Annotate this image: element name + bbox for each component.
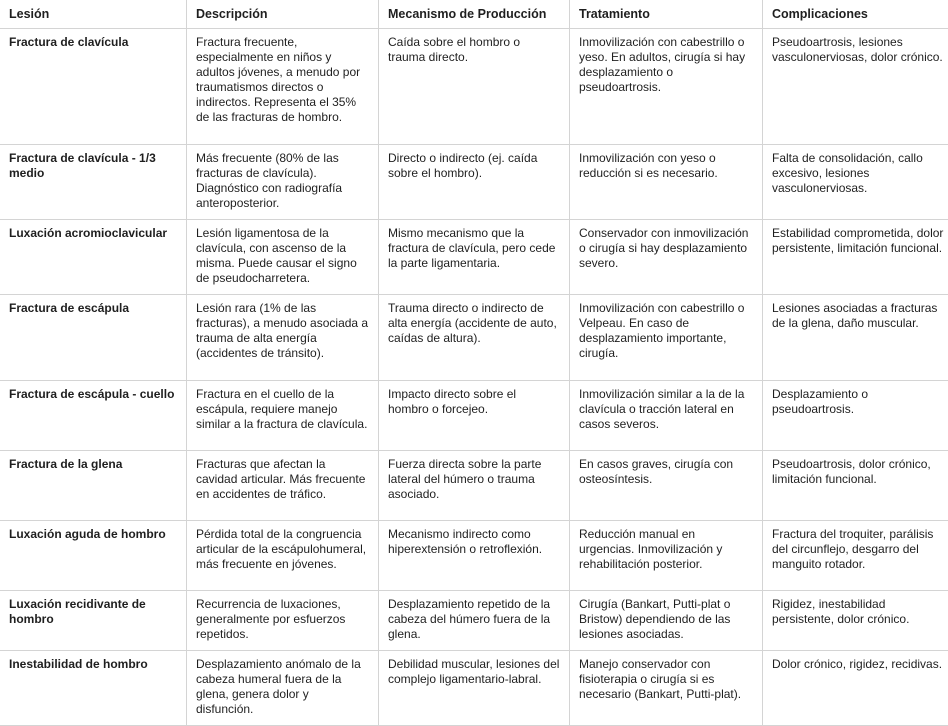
table-row bbox=[0, 451, 948, 521]
cell-mecanismo: Mismo mecanismo que la fractura de clavícula, pero cede la parte ligamentaria. bbox=[379, 220, 570, 295]
cell-lesion: Luxación recidivante de hombro bbox=[0, 591, 187, 651]
cell-descripcion: Más frecuente (80% de las fracturas de clavícula). Diagnóstico con radiografía anteroposterior. bbox=[187, 145, 379, 220]
cell-complicaciones: Estabilidad comprometida, dolor persistente, limitación funcional. bbox=[763, 220, 948, 295]
cell-mecanismo: Fuerza directa sobre la parte lateral del húmero o trauma asociado. bbox=[379, 451, 570, 521]
cell-descripcion: Lesión rara (1% de las fracturas), a menudo asociada a trauma de alta energía (accidentes de tránsito). bbox=[187, 295, 379, 381]
cell-complicaciones: Pseudoartrosis, lesiones vasculonerviosas, dolor crónico. bbox=[763, 29, 948, 145]
cell-descripcion: Fractura en el cuello de la escápula, requiere manejo similar a la fractura de clavícula. bbox=[187, 381, 379, 451]
header-tratamiento: Tratamiento bbox=[570, 0, 763, 29]
cell-mecanismo: Trauma directo o indirecto de alta energía (accidente de auto, caídas de altura). bbox=[379, 295, 570, 381]
cell-descripcion: Pérdida total de la congruencia articular de la escápulohumeral, más frecuente en jóvenes. bbox=[187, 521, 379, 591]
cell-tratamiento: Inmovilización con cabestrillo o Velpeau. En caso de desplazamiento importante, cirugía. bbox=[570, 295, 763, 381]
cell-tratamiento: Conservador con inmovilización o cirugía si hay desplazamiento severo. bbox=[570, 220, 763, 295]
table-row bbox=[0, 651, 948, 726]
cell-complicaciones: Falta de consolidación, callo excesivo, lesiones vasculonerviosas. bbox=[763, 145, 948, 220]
cell-lesion: Fractura de la glena bbox=[0, 451, 187, 521]
cell-descripcion: Fracturas que afectan la cavidad articular. Más frecuente en accidentes de tráfico. bbox=[187, 451, 379, 521]
cell-complicaciones: Fractura del troquiter, parálisis del circunflejo, desgarro del manguito rotador. bbox=[763, 521, 948, 591]
table-row bbox=[0, 29, 948, 145]
header-complicaciones: Complicaciones bbox=[763, 0, 948, 29]
cell-complicaciones: Desplazamiento o pseudoartrosis. bbox=[763, 381, 948, 451]
table-row bbox=[0, 220, 948, 295]
cell-mecanismo: Mecanismo indirecto como hiperextensión o retroflexión. bbox=[379, 521, 570, 591]
cell-lesion: Luxación aguda de hombro bbox=[0, 521, 187, 591]
table-header bbox=[0, 0, 948, 29]
cell-lesion: Fractura de escápula - cuello bbox=[0, 381, 187, 451]
cell-mecanismo: Debilidad muscular, lesiones del complejo ligamentario-labral. bbox=[379, 651, 570, 726]
table-row bbox=[0, 521, 948, 591]
cell-complicaciones: Pseudoartrosis, dolor crónico, limitación funcional. bbox=[763, 451, 948, 521]
table-row bbox=[0, 145, 948, 220]
cell-tratamiento: Inmovilización con cabestrillo o yeso. En adultos, cirugía si hay desplazamiento o pseudoartrosis. bbox=[570, 29, 763, 145]
cell-descripcion: Fractura frecuente, especialmente en niños y adultos jóvenes, a menudo por traumatismos directos o indirectos. Representa el 35% de las fracturas de hombro. bbox=[187, 29, 379, 145]
cell-lesion: Fractura de clavícula bbox=[0, 29, 187, 145]
cell-descripcion: Recurrencia de luxaciones, generalmente por esfuerzos repetidos. bbox=[187, 591, 379, 651]
header-row bbox=[0, 0, 948, 29]
table-row bbox=[0, 295, 948, 381]
cell-mecanismo: Impacto directo sobre el hombro o forcejeo. bbox=[379, 381, 570, 451]
cell-mecanismo: Directo o indirecto (ej. caída sobre el hombro). bbox=[379, 145, 570, 220]
cell-lesion: Luxación acromioclavicular bbox=[0, 220, 187, 295]
cell-tratamiento: Reducción manual en urgencias. Inmovilización y rehabilitación posterior. bbox=[570, 521, 763, 591]
header-descripcion: Descripción bbox=[187, 0, 379, 29]
header-lesion: Lesión bbox=[0, 0, 187, 29]
cell-tratamiento: En casos graves, cirugía con osteosíntesis. bbox=[570, 451, 763, 521]
header-mecanismo: Mecanismo de Producción bbox=[379, 0, 570, 29]
cell-tratamiento: Inmovilización similar a la de la clavícula o tracción lateral en casos severos. bbox=[570, 381, 763, 451]
cell-complicaciones: Lesiones asociadas a fracturas de la glena, daño muscular. bbox=[763, 295, 948, 381]
cell-tratamiento: Manejo conservador con fisioterapia o cirugía si es necesario (Bankart, Putti-plat). bbox=[570, 651, 763, 726]
cell-complicaciones: Rigidez, inestabilidad persistente, dolor crónico. bbox=[763, 591, 948, 651]
cell-mecanismo: Desplazamiento repetido de la cabeza del húmero fuera de la glena. bbox=[379, 591, 570, 651]
cell-lesion: Inestabilidad de hombro bbox=[0, 651, 187, 726]
cell-mecanismo: Caída sobre el hombro o trauma directo. bbox=[379, 29, 570, 145]
cell-lesion: Fractura de clavícula - 1/3 medio bbox=[0, 145, 187, 220]
table-row bbox=[0, 381, 948, 451]
cell-lesion: Fractura de escápula bbox=[0, 295, 187, 381]
cell-complicaciones: Dolor crónico, rigidez, recidivas. bbox=[763, 651, 948, 726]
table-body bbox=[0, 29, 948, 726]
table-row bbox=[0, 591, 948, 651]
cell-tratamiento: Cirugía (Bankart, Putti-plat o Bristow) dependiendo de las lesiones asociadas. bbox=[570, 591, 763, 651]
cell-descripcion: Lesión ligamentosa de la clavícula, con ascenso de la misma. Puede causar el signo de pseudocharretera. bbox=[187, 220, 379, 295]
cell-tratamiento: Inmovilización con yeso o reducción si es necesario. bbox=[570, 145, 763, 220]
cell-descripcion: Desplazamiento anómalo de la cabeza humeral fuera de la glena, genera dolor y disfunción. bbox=[187, 651, 379, 726]
